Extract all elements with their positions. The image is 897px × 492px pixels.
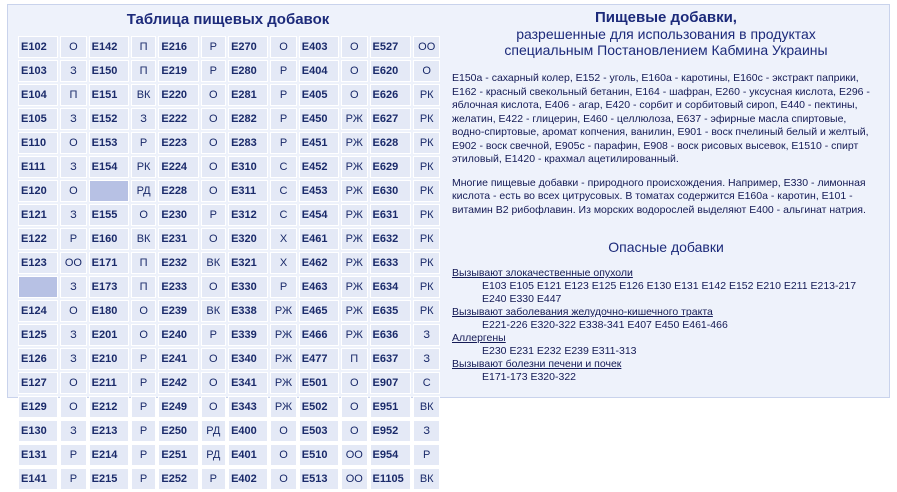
table-row xyxy=(18,396,440,418)
additive-mark: O xyxy=(201,108,227,130)
additive-mark: РЖ xyxy=(270,300,297,322)
additive-mark: O xyxy=(60,396,86,418)
additive-code: E631 xyxy=(370,204,412,226)
additive-mark: ВК xyxy=(201,252,227,274)
additive-mark: Х xyxy=(270,252,297,274)
additive-mark: Р xyxy=(201,204,227,226)
additive-mark: РД xyxy=(201,420,227,442)
allowed-title-line1: Пищевые добавки, xyxy=(595,9,737,26)
additive-code: E215 xyxy=(89,468,129,490)
additive-mark: РЖ xyxy=(341,252,368,274)
additive-mark: РЖ xyxy=(341,324,368,346)
additive-mark: Р xyxy=(131,420,157,442)
additive-code: E338 xyxy=(228,300,268,322)
additive-code: E461 xyxy=(299,228,339,250)
additive-code: E312 xyxy=(228,204,268,226)
additive-mark: OO xyxy=(341,444,368,466)
additive-code: E620 xyxy=(370,60,412,82)
additive-code: E636 xyxy=(370,324,412,346)
additive-mark: ВК xyxy=(131,84,157,106)
additive-mark: O xyxy=(201,228,227,250)
additive-mark: Р xyxy=(201,324,227,346)
additive-mark: Р xyxy=(131,468,157,490)
additive-code: E452 xyxy=(299,156,339,178)
additive-mark: Р xyxy=(60,468,86,490)
additive-code: E152 xyxy=(89,108,129,130)
additive-code: E230 xyxy=(158,204,198,226)
additive-mark: РК xyxy=(413,132,440,154)
table-row xyxy=(18,180,440,202)
additive-code: E153 xyxy=(89,132,129,154)
additive-mark: Р xyxy=(270,276,297,298)
additive-code: E403 xyxy=(299,36,339,58)
additive-mark: Р xyxy=(270,108,297,130)
additive-mark: РК xyxy=(413,108,440,130)
danger-group-heading: Аллергены xyxy=(452,332,506,344)
additive-mark: З xyxy=(60,324,86,346)
table-row xyxy=(18,204,440,226)
additive-code: E632 xyxy=(370,228,412,250)
additive-code: E281 xyxy=(228,84,268,106)
additive-mark: РЖ xyxy=(341,180,368,202)
danger-group-heading: Вызывают злокачественные опухоли xyxy=(452,267,633,279)
additive-mark: РЖ xyxy=(341,156,368,178)
additive-code: E404 xyxy=(299,60,339,82)
additive-code: E104 xyxy=(18,84,58,106)
additive-code: E951 xyxy=(370,396,412,418)
table-row xyxy=(18,60,440,82)
additive-mark: O xyxy=(131,324,157,346)
additive-code: E142 xyxy=(89,36,129,58)
additive-code: E634 xyxy=(370,276,412,298)
additive-code: E310 xyxy=(228,156,268,178)
additive-mark: РД xyxy=(131,180,157,202)
additive-code: E954 xyxy=(370,444,412,466)
additive-mark: O xyxy=(201,180,227,202)
additive-mark: РК xyxy=(413,276,440,298)
additive-mark: З xyxy=(60,60,86,82)
additive-code: E1105 xyxy=(370,468,412,490)
additive-mark: O xyxy=(201,84,227,106)
danger-group-heading: Вызывают болезни печени и почек xyxy=(452,358,622,370)
additive-code: E210 xyxy=(89,348,129,370)
additive-code: E105 xyxy=(18,108,58,130)
additive-mark: O xyxy=(341,36,368,58)
additive-mark: O xyxy=(131,204,157,226)
additive-mark: РК xyxy=(413,228,440,250)
additive-mark: O xyxy=(60,300,86,322)
additive-code: E477 xyxy=(299,348,339,370)
additive-code: E213 xyxy=(89,420,129,442)
additive-code xyxy=(18,276,58,298)
table-row xyxy=(18,276,440,298)
additive-mark: O xyxy=(201,396,227,418)
additive-code: E628 xyxy=(370,132,412,154)
danger-group-codes: E230 E231 E232 E239 E311-313 xyxy=(482,345,637,357)
table-row xyxy=(18,444,440,466)
allowed-list-text: E150a - сахарный колер, E152 - уголь, E160a - каротины, E160c - экстракт паприки, E162 - красный свекольный бетанин, E164 - шафран, E260 - уксусная кислота, E296 - яблочная кислота, E406 - агар, E420 - сорбит и сорбитовый сироп, E440 - пектины, желатин, E422 - глицерин, E460 - целлюлоза, E637 - эфирные масла спиртовые, водно-спиртовые, аромат копчения, ванилин, E901 - воск пчелиный белый и желтый, E902 - воск свечной, E905c - парафин, E908 - воск рисовых высевок, E1510 - спирт этиловый, E1420 - крахмал ацетилированный. xyxy=(452,72,870,165)
additive-code: E450 xyxy=(299,108,339,130)
additive-code: E123 xyxy=(18,252,58,274)
additive-code: E453 xyxy=(299,180,339,202)
table-row xyxy=(18,300,440,322)
additive-mark: РК xyxy=(413,84,440,106)
additive-mark: Р xyxy=(131,444,157,466)
additive-code: E626 xyxy=(370,84,412,106)
additive-mark: РЖ xyxy=(270,372,297,394)
table-row xyxy=(18,468,440,490)
additive-mark: ВК xyxy=(413,396,440,418)
additive-mark: РК xyxy=(131,156,157,178)
additive-code: E214 xyxy=(89,444,129,466)
additive-mark: П xyxy=(131,276,157,298)
additive-code: E510 xyxy=(299,444,339,466)
additive-code: E400 xyxy=(228,420,268,442)
additive-code: E211 xyxy=(89,372,129,394)
additive-code: E339 xyxy=(228,324,268,346)
additive-code: E228 xyxy=(158,180,198,202)
additive-code: E463 xyxy=(299,276,339,298)
additive-code: E340 xyxy=(228,348,268,370)
additive-mark: З xyxy=(60,348,86,370)
additive-mark: РД xyxy=(201,444,227,466)
additive-code: E127 xyxy=(18,372,58,394)
additive-mark: OO xyxy=(413,36,440,58)
additive-code: E282 xyxy=(228,108,268,130)
additive-mark: O xyxy=(341,420,368,442)
additive-code: E131 xyxy=(18,444,58,466)
additive-mark: РЖ xyxy=(270,396,297,418)
additives-table-panel xyxy=(14,8,442,492)
additive-mark: П xyxy=(341,348,368,370)
additive-mark: Р xyxy=(201,468,227,490)
additive-mark: Р xyxy=(131,348,157,370)
danger-group-codes: E240 E330 E447 xyxy=(482,293,562,305)
danger-group-heading: Вызывают заболевания желудочно-кишечного тракта xyxy=(452,306,713,318)
table-row xyxy=(18,228,440,250)
additive-mark: ВК xyxy=(131,228,157,250)
additive-mark: O xyxy=(341,372,368,394)
additive-mark: Р xyxy=(60,228,86,250)
additive-code: E311 xyxy=(228,180,268,202)
additive-mark: O xyxy=(60,180,86,202)
natural-origin-text: Многие пищевые добавки - природного происхождения. Например, E330 - лимонная кислота - есть во всех цитрусовых. В томатах содержится E160a - каротин, E101 - витамин B2 рибофлавин. Из морских водорослей выделяют E400 - альгинат натрия. xyxy=(452,176,866,216)
additive-mark: O xyxy=(341,396,368,418)
additive-mark: O xyxy=(131,300,157,322)
additive-code: E283 xyxy=(228,132,268,154)
additive-code: E242 xyxy=(158,372,198,394)
additive-code: E141 xyxy=(18,468,58,490)
additive-code: E151 xyxy=(89,84,129,106)
additive-code: E320 xyxy=(228,228,268,250)
additive-code: E249 xyxy=(158,396,198,418)
additive-code: E250 xyxy=(158,420,198,442)
additive-code: E121 xyxy=(18,204,58,226)
table-row xyxy=(18,252,440,274)
additives-table xyxy=(16,34,442,492)
additive-code: E150 xyxy=(89,60,129,82)
additive-code: E201 xyxy=(89,324,129,346)
dangerous-list xyxy=(452,267,880,384)
allowed-title-line3: специальным Постановлением Кабмина Украины xyxy=(504,42,828,58)
additive-code: E180 xyxy=(89,300,129,322)
additive-mark: O xyxy=(270,36,297,58)
additive-code: E252 xyxy=(158,468,198,490)
danger-group-codes: E171-173 E320-322 xyxy=(482,371,576,383)
additive-code: E120 xyxy=(18,180,58,202)
additive-code: E402 xyxy=(228,468,268,490)
additive-code: E637 xyxy=(370,348,412,370)
additive-mark: РК xyxy=(413,300,440,322)
additive-mark: З xyxy=(60,204,86,226)
additive-code: E451 xyxy=(299,132,339,154)
table-row xyxy=(18,108,440,130)
additive-code: E216 xyxy=(158,36,198,58)
additive-code: E102 xyxy=(18,36,58,58)
additive-mark: С xyxy=(270,204,297,226)
additive-mark: П xyxy=(131,252,157,274)
additive-mark: Р xyxy=(270,84,297,106)
table-row xyxy=(18,84,440,106)
additive-code: E103 xyxy=(18,60,58,82)
additive-code: E503 xyxy=(299,420,339,442)
additive-mark: РЖ xyxy=(341,132,368,154)
additive-code: E171 xyxy=(89,252,129,274)
additive-mark: O xyxy=(201,156,227,178)
additive-mark: РЖ xyxy=(341,276,368,298)
danger-group-codes: E221-226 E320-322 E338-341 E407 E450 E461-466 xyxy=(482,319,728,331)
table-row xyxy=(18,324,440,346)
additive-mark: O xyxy=(270,444,297,466)
additive-mark: РЖ xyxy=(341,204,368,226)
additive-mark: З xyxy=(60,156,86,178)
additive-code: E110 xyxy=(18,132,58,154)
table-row xyxy=(18,156,440,178)
additive-code: E280 xyxy=(228,60,268,82)
additive-mark: O xyxy=(201,348,227,370)
table-row xyxy=(18,36,440,58)
additive-mark: П xyxy=(131,36,157,58)
additive-mark: РЖ xyxy=(341,228,368,250)
additive-mark: O xyxy=(201,372,227,394)
additive-mark: П xyxy=(131,60,157,82)
additive-mark: Р xyxy=(60,444,86,466)
additive-code: E627 xyxy=(370,108,412,130)
additive-mark: С xyxy=(413,372,440,394)
additive-mark: З xyxy=(60,108,86,130)
additive-mark: Р xyxy=(270,132,297,154)
additive-mark: З xyxy=(60,276,86,298)
additive-code: E251 xyxy=(158,444,198,466)
additive-mark: O xyxy=(201,132,227,154)
additive-code: E124 xyxy=(18,300,58,322)
additive-mark: O xyxy=(341,84,368,106)
additive-mark: ВК xyxy=(201,300,227,322)
info-panel xyxy=(452,8,880,384)
additive-code: E125 xyxy=(18,324,58,346)
additive-code: E232 xyxy=(158,252,198,274)
additive-mark: Р xyxy=(131,372,157,394)
additive-mark: O xyxy=(201,276,227,298)
additive-code: E111 xyxy=(18,156,58,178)
additive-mark: РК xyxy=(413,204,440,226)
additive-code: E154 xyxy=(89,156,129,178)
additive-code: E241 xyxy=(158,348,198,370)
additive-mark: OO xyxy=(341,468,368,490)
additive-mark: РК xyxy=(413,156,440,178)
additive-code: E629 xyxy=(370,156,412,178)
additive-mark: O xyxy=(60,132,86,154)
additive-code: E527 xyxy=(370,36,412,58)
additive-code: E513 xyxy=(299,468,339,490)
additive-mark: Р xyxy=(201,36,227,58)
table-row xyxy=(18,420,440,442)
additive-mark: РЖ xyxy=(270,324,297,346)
additive-mark: OO xyxy=(60,252,86,274)
additive-mark: ВК xyxy=(413,468,440,490)
additive-mark: П xyxy=(60,84,86,106)
additive-code: E462 xyxy=(299,252,339,274)
additive-code: E401 xyxy=(228,444,268,466)
additive-code: E222 xyxy=(158,108,198,130)
additive-mark: РЖ xyxy=(341,108,368,130)
table-row xyxy=(18,132,440,154)
additive-mark: Р xyxy=(131,132,157,154)
additive-mark: З xyxy=(60,420,86,442)
additive-mark: O xyxy=(413,60,440,82)
additive-code: E341 xyxy=(228,372,268,394)
additive-code: E270 xyxy=(228,36,268,58)
table-row xyxy=(18,348,440,370)
additive-code: E239 xyxy=(158,300,198,322)
additive-code: E223 xyxy=(158,132,198,154)
additive-mark: РК xyxy=(413,180,440,202)
additive-mark: Р xyxy=(270,60,297,82)
additive-mark: РЖ xyxy=(341,300,368,322)
allowed-title xyxy=(452,10,880,58)
additive-code: E405 xyxy=(299,84,339,106)
additive-mark: Р xyxy=(131,396,157,418)
additive-mark: РЖ xyxy=(270,348,297,370)
additive-mark: O xyxy=(341,60,368,82)
additive-mark: Р xyxy=(201,60,227,82)
additive-code xyxy=(89,180,129,202)
additive-mark: З xyxy=(413,420,440,442)
additive-code: E907 xyxy=(370,372,412,394)
additive-mark: С xyxy=(270,156,297,178)
additive-code: E630 xyxy=(370,180,412,202)
additive-code: E501 xyxy=(299,372,339,394)
additive-mark: РК xyxy=(413,252,440,274)
additive-code: E330 xyxy=(228,276,268,298)
additive-code: E130 xyxy=(18,420,58,442)
additive-mark: З xyxy=(131,108,157,130)
additive-code: E155 xyxy=(89,204,129,226)
allowed-title-line2: разрешенные для использования в продуктах xyxy=(516,26,816,42)
additive-code: E220 xyxy=(158,84,198,106)
additive-code: E465 xyxy=(299,300,339,322)
additive-mark: O xyxy=(60,372,86,394)
additive-mark: O xyxy=(270,420,297,442)
additive-code: E633 xyxy=(370,252,412,274)
additive-code: E231 xyxy=(158,228,198,250)
additive-code: E952 xyxy=(370,420,412,442)
table-title: Таблица пищевых добавок xyxy=(126,11,330,28)
additive-mark: З xyxy=(413,348,440,370)
additive-code: E233 xyxy=(158,276,198,298)
table-row xyxy=(18,372,440,394)
additive-code: E212 xyxy=(89,396,129,418)
additive-mark: O xyxy=(60,36,86,58)
danger-group-codes: E103 E105 E121 E123 E125 E126 E130 E131 E142 E152 E210 E211 E213-217 xyxy=(482,280,857,292)
additive-code: E122 xyxy=(18,228,58,250)
additive-code: E321 xyxy=(228,252,268,274)
additive-code: E343 xyxy=(228,396,268,418)
additive-code: E502 xyxy=(299,396,339,418)
additive-code: E219 xyxy=(158,60,198,82)
additive-code: E635 xyxy=(370,300,412,322)
additive-mark: Х xyxy=(270,228,297,250)
additive-code: E454 xyxy=(299,204,339,226)
additive-mark: O xyxy=(270,468,297,490)
additive-mark: Р xyxy=(413,444,440,466)
additive-mark: С xyxy=(270,180,297,202)
additive-code: E173 xyxy=(89,276,129,298)
additive-code: E466 xyxy=(299,324,339,346)
additive-mark: З xyxy=(413,324,440,346)
additive-code: E126 xyxy=(18,348,58,370)
additive-code: E240 xyxy=(158,324,198,346)
additive-code: E129 xyxy=(18,396,58,418)
dangerous-title: Опасные добавки xyxy=(608,239,724,255)
additive-code: E224 xyxy=(158,156,198,178)
additive-code: E160 xyxy=(89,228,129,250)
